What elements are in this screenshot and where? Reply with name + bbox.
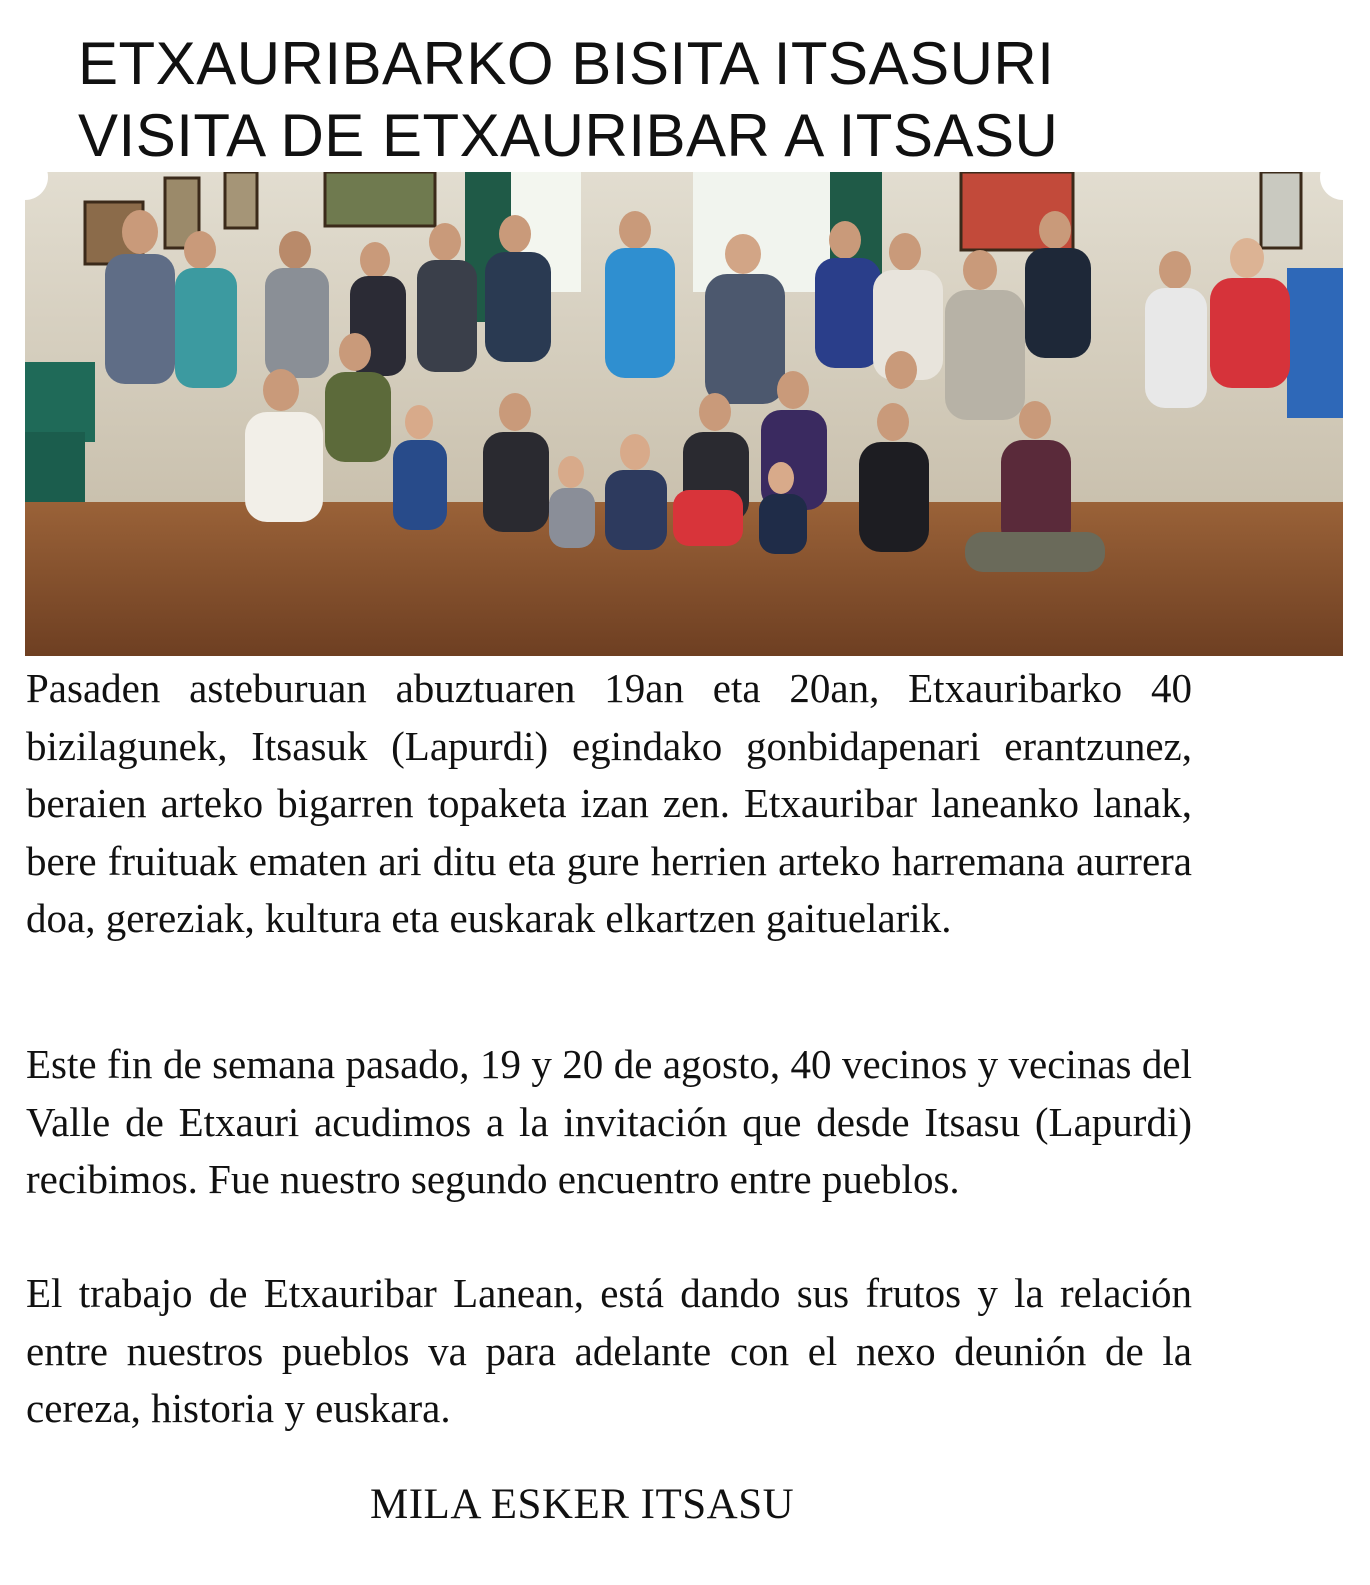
title-spanish: VISITA DE ETXAURIBAR A ITSASU xyxy=(78,102,1059,169)
paragraph-spanish-1: Este fin de semana pasado, 19 y 20 de agosto, 40 vecinos y vecinas del Valle de Etxauri acudimos a la invitación que desde Itsasu (Lapurdi) recibimos. Fue nuestro segundo encuentro entre pueblos. xyxy=(26,1041,1192,1202)
paragraph-basque: Pasaden asteburuan abuztuaren 19an eta 20an, Etxauribarko 40 bizilagunek, Itsasuk (Lapurdi) egindako gonbidapenari erantzunez, beraien arteko bigarren topaketa izan zen. Etxauribar laneanko lanak, bere fruituak ematen ari ditu eta gure herrien arteko harremana aurrera doa, gereziak, kultura eta euskarak elkartzen gaituelarik. xyxy=(26,665,1192,941)
closing-thanks: MILA ESKER ITSASU xyxy=(370,1481,795,1528)
group-photo-illustration xyxy=(25,172,1343,656)
group-photo xyxy=(25,172,1343,656)
title-basque: ETXAURIBARKO BISITA ITSASURI xyxy=(78,30,1055,97)
paragraph-spanish-2: El trabajo de Etxauribar Lanean, está dando sus frutos y la relación entre nuestros pueblos va para adelante con el nexo deunión de la cereza, historia y euskara. xyxy=(26,1270,1192,1431)
